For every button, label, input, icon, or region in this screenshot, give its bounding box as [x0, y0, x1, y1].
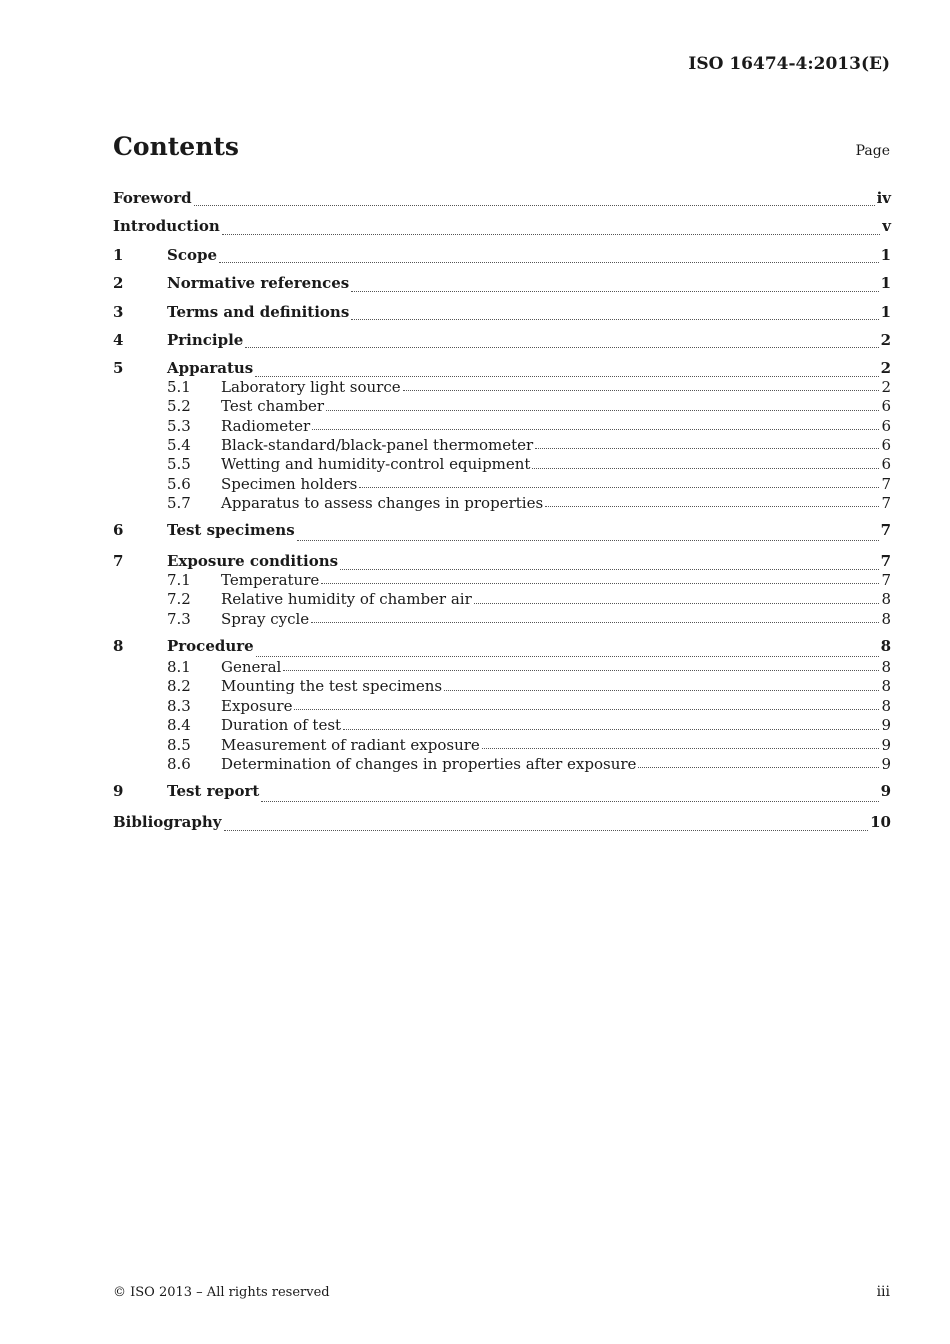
dot-leader: [224, 829, 869, 831]
toc-number: 9: [113, 782, 124, 801]
toc-page-number: 9: [880, 782, 891, 801]
toc-title: Foreword: [113, 189, 192, 207]
toc-title: Bibliography: [113, 813, 222, 832]
toc-title: Specimen holders: [221, 474, 358, 493]
toc-number: 8.3: [167, 696, 191, 715]
page-column-label: Page: [855, 143, 890, 159]
toc-title: Laboratory light source: [221, 377, 401, 396]
toc-entry[interactable]: [113, 326, 891, 354]
toc-title: Test specimens: [167, 521, 295, 540]
toc-subentry[interactable]: [113, 397, 891, 416]
toc-number: 5: [113, 359, 124, 378]
dot-leader: [482, 747, 880, 749]
toc-number: 3: [113, 302, 124, 321]
toc-number: 5.5: [167, 455, 191, 474]
page-number: iii: [876, 1284, 890, 1300]
dot-leader: [444, 689, 879, 691]
toc-page-number: 1: [880, 245, 891, 264]
toc-entry[interactable]: [113, 774, 891, 808]
toc-title: Exposure conditions: [167, 552, 339, 571]
toc-subentry[interactable]: [113, 378, 891, 397]
toc-number: 5.1: [167, 377, 191, 396]
toc-number: 7.2: [167, 590, 191, 609]
toc-title: Normative references: [167, 274, 350, 293]
dot-leader: [535, 447, 879, 449]
toc-page-number: iv: [876, 189, 891, 207]
toc-page-number: 6: [881, 455, 891, 474]
toc-number: 8.4: [167, 716, 191, 735]
toc-title: Test report: [167, 782, 260, 801]
toc-page-number: 7: [881, 474, 891, 493]
toc-subentry[interactable]: [113, 475, 891, 494]
toc-title: Relative humidity of chamber air: [221, 590, 472, 609]
dot-leader: [294, 708, 879, 710]
toc-title: Introduction: [113, 217, 220, 236]
toc-entry[interactable]: [113, 808, 891, 836]
toc-title: Duration of test: [221, 716, 342, 735]
dot-leader: [343, 728, 879, 730]
toc-number: 4: [113, 330, 124, 349]
toc-page-number: 8: [881, 677, 891, 696]
toc-subentry[interactable]: [113, 436, 891, 455]
toc-title: Radiometer: [221, 416, 311, 435]
toc-title: Measurement of radiant exposure: [221, 735, 480, 754]
toc-page-number: 10: [870, 813, 891, 832]
toc-number: 8.5: [167, 735, 191, 754]
toc-title: Procedure: [167, 637, 254, 656]
toc-number: 5.4: [167, 435, 191, 454]
dot-leader: [359, 486, 879, 488]
toc-page-number: 8: [881, 609, 891, 628]
toc-entry[interactable]: [113, 513, 891, 547]
toc-page-number: 9: [881, 735, 891, 754]
toc-page-number: 1: [880, 274, 891, 293]
toc-subentry[interactable]: [113, 755, 891, 774]
table-of-contents: [113, 184, 891, 837]
toc-number: 5.6: [167, 474, 191, 493]
toc-page-number: 9: [881, 716, 891, 735]
toc-page-number: 6: [881, 397, 891, 416]
toc-number: 2: [113, 274, 124, 293]
toc-entry[interactable]: [113, 241, 891, 269]
toc-page-number: 1: [880, 302, 891, 321]
page-title: Contents: [113, 132, 240, 161]
dot-leader: [321, 582, 879, 584]
dot-leader: [255, 375, 878, 377]
toc-page-number: 9: [881, 754, 891, 773]
toc-number: 5.2: [167, 397, 191, 416]
document-reference: ISO 16474-4:2013(E): [688, 54, 890, 74]
toc-title: Apparatus: [167, 359, 254, 378]
dot-leader: [638, 766, 879, 768]
toc-page-number: 8: [880, 637, 891, 656]
toc-page-number: 8: [881, 590, 891, 609]
toc-page-number: 2: [880, 330, 891, 349]
toc-page-number: 6: [881, 416, 891, 435]
toc-number: 5.7: [167, 494, 191, 513]
toc-number: 8: [113, 637, 124, 656]
dot-leader: [261, 800, 878, 802]
toc-title: General: [221, 658, 282, 677]
toc-title: Principle: [167, 330, 244, 349]
toc-title: Terms and definitions: [167, 302, 350, 321]
dot-leader: [403, 389, 880, 391]
toc-page-number: v: [882, 217, 891, 236]
toc-page-number: 6: [881, 435, 891, 454]
dot-leader: [474, 602, 880, 604]
toc-subentry[interactable]: [113, 590, 891, 609]
toc-subentry[interactable]: [113, 697, 891, 716]
toc-page-number: 7: [881, 570, 891, 589]
toc-page-number: 7: [881, 494, 891, 513]
toc-number: 8.6: [167, 754, 191, 773]
toc-subentry[interactable]: [113, 494, 891, 513]
toc-number: 7.3: [167, 609, 191, 628]
toc-subentry[interactable]: [113, 677, 891, 696]
toc-number: 7: [113, 552, 124, 571]
dot-leader: [283, 669, 879, 671]
toc-title: Temperature: [221, 570, 320, 589]
toc-title: Apparatus to assess changes in properties: [221, 494, 544, 513]
dot-leader: [545, 505, 879, 507]
toc-subentry[interactable]: [113, 716, 891, 735]
toc-title: Black-standard/black-panel thermometer: [221, 435, 534, 454]
toc-subentry[interactable]: [113, 658, 891, 677]
copyright-notice: © ISO 2013 – All rights reserved: [113, 1285, 330, 1300]
dot-leader: [351, 318, 878, 320]
toc-title: Wetting and humidity-control equipment: [221, 455, 531, 474]
dot-leader: [256, 655, 879, 657]
toc-page-number: 8: [881, 658, 891, 677]
dot-leader: [351, 290, 878, 292]
dot-leader: [222, 233, 880, 235]
dot-leader: [311, 621, 879, 623]
toc-subentry[interactable]: [113, 417, 891, 436]
toc-page-number: 7: [880, 552, 891, 571]
toc-title: Test chamber: [221, 397, 325, 416]
dot-leader: [194, 204, 875, 206]
toc-subentry[interactable]: [113, 571, 891, 590]
dot-leader: [340, 568, 878, 570]
toc-number: 8.2: [167, 677, 191, 696]
toc-title: Scope: [167, 245, 218, 264]
toc-page-number: 2: [880, 359, 891, 378]
toc-subentry[interactable]: [113, 455, 891, 474]
toc-number: 5.3: [167, 416, 191, 435]
toc-subentry[interactable]: [113, 736, 891, 755]
toc-number: 7.1: [167, 570, 191, 589]
dot-leader: [245, 346, 878, 348]
toc-subentry[interactable]: [113, 610, 891, 629]
toc-number: 8.1: [167, 658, 191, 677]
toc-title: Exposure: [221, 696, 293, 715]
toc-page-number: 2: [881, 377, 891, 396]
dot-leader: [326, 409, 879, 411]
toc-number: 1: [113, 245, 124, 264]
toc-entry[interactable]: [113, 269, 891, 297]
dot-leader: [219, 261, 879, 263]
dot-leader: [297, 539, 879, 541]
toc-number: 6: [113, 521, 124, 540]
toc-page-number: 7: [880, 521, 891, 540]
toc-entry[interactable]: [113, 298, 891, 326]
toc-title: Determination of changes in properties after exposure: [221, 754, 637, 773]
toc-page-number: 8: [881, 696, 891, 715]
toc-title: Mounting the test specimens: [221, 677, 443, 696]
toc-entry[interactable]: [113, 212, 891, 240]
dot-leader: [312, 428, 879, 430]
toc-entry[interactable]: [113, 184, 891, 212]
dot-leader: [532, 467, 879, 469]
toc-title: Spray cycle: [221, 609, 310, 628]
